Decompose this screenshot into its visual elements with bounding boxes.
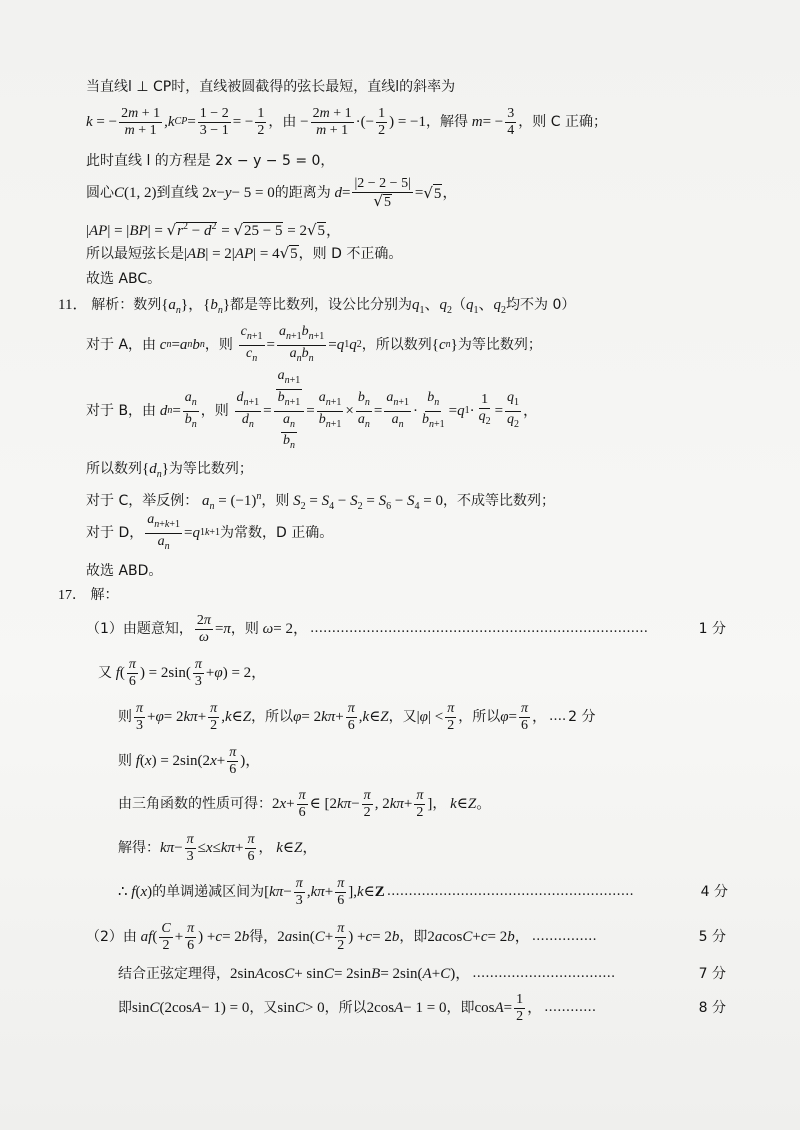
- text-fragment: 则: [118, 709, 132, 725]
- text-fragment: 为常数，D 正确。: [220, 525, 334, 541]
- formula-line: 对于 A，由 c n = a n b n ，则 $\frac{c_{n+1}}{c_n}$ = $\frac{a_{n+1}b_{n+1}}{a_nb_n}$ = q 1 q 2 ，所以数列 { c n } 为等比数列；: [86, 323, 542, 364]
- formula-line: 则 $\frac{\pi}{3}$ + φ = 2 kπ + $\frac{\pi}{2}$ , k ∈ Z ，所以 φ = 2 kπ + $\frac{\pi}{6}$ , k ∈ Z ，又 | φ | < $\frac{\pi}{2}$ ，所以 φ = $\frac{\pi}{6}$ ， …. 2 分: [118, 700, 596, 733]
- text-fragment: ，: [432, 796, 447, 812]
- text-fragment: 则: [118, 753, 132, 769]
- text-fragment: 对于 D，: [86, 525, 144, 541]
- text-fragment: （: [452, 297, 467, 313]
- text-fragment: 即: [118, 1000, 132, 1016]
- text-fragment: ，所以数列: [361, 337, 432, 353]
- text-line: [86, 270, 161, 288]
- text-line: [86, 78, 455, 96]
- question-number: 17．: [58, 588, 86, 603]
- text-fragment: 结合正弦定理得，: [118, 966, 230, 982]
- formula-line: 对于 B，由 d n = $\frac{a_n}{b_n}$ ，则 $\frac{d_{n+1}}{d_n}$ = $\frac{\frac{a_{n+1}}{b_{n+1}}}{\frac{a_n}{b_n}}$ = $\frac{a_{n+1}}{b_{n+1}}$ × $\frac{b_n}{a_n}$ = $\frac{a_{n+1}}{a_n}$ · $\frac{b_n}{b_{n+1}}$ = q 1 · $\frac{1}{q_2}$ = $\frac{q_1}{q_2}$ ，: [86, 367, 539, 452]
- score-label: 8 分: [698, 1000, 726, 1016]
- text-fragment: 为等比数列；: [457, 337, 542, 353]
- text-fragment: ，即: [399, 929, 428, 945]
- question-number: 11．: [58, 297, 88, 313]
- text-fragment: 由: [122, 929, 137, 945]
- text-fragment: 又: [98, 665, 112, 681]
- formula-line: ∴ f ( x ) 的单调递减区间为 [ kπ − $\frac{\pi}{3}$ , kπ + $\frac{\pi}{6}$ ], k ∈ Z ………………………………………………… 4 分: [118, 875, 728, 908]
- text-fragment: ，所以: [324, 1000, 367, 1016]
- text-fragment: 为等比数列；: [168, 461, 253, 477]
- text-fragment: ，不成等比数列；: [443, 493, 555, 509]
- formula-line: 解得： kπ − $\frac{\pi}{3}$ ≤ x ≤ kπ + $\frac{\pi}{6}$ ， k ∈ Z ，: [118, 831, 318, 864]
- text-fragment: ，则: [200, 403, 229, 419]
- formula-line: 对于 C，举反例： $a_n = (-1)^n$，则 $S_2 = S_4 - S_2 = S_6 - S_4 = 0$，不成等比数列；: [86, 491, 555, 512]
- text-fragment: 的单调递减区间为: [152, 884, 265, 900]
- formula-line: 由三角函数的性质可得： 2 x + $\frac{\pi}{6}$ ∈ [2 kπ − $\frac{\pi}{2}$ , 2 kπ + $\frac{\pi}{2}$ ] ， k ∈ Z 。: [118, 787, 492, 820]
- text-fragment: 所以数列: [86, 461, 142, 477]
- question-11-header: 11． 解析：数列$\{a_n\}$，$\{b_n\}$都是等比数列，设公比分别为$q_1$、$q_2(q_1$、$q_2$均不为 0）: [58, 297, 576, 316]
- score-label: 7 分: [698, 966, 726, 982]
- formula-line: （2） 由 af ( $\frac{C}{2}$ + $\frac{\pi}{6}$ ) + c = 2 b 得， 2 a sin( C + $\frac{\pi}{2}$ ) + c = 2 b ，即 2 a cos C + c = 2 b ， …………… 5 分: [86, 920, 726, 953]
- score-label: 1 分: [698, 621, 726, 637]
- text-line: [86, 152, 334, 170]
- formula-line: 结合正弦定理得， 2sin A cos C + sin C = 2sin B = 2sin( A + C )， …………………………… 7 分: [118, 966, 726, 982]
- text-fragment: ，又: [388, 709, 417, 725]
- text-fragment: 到直线: [156, 185, 199, 201]
- text-fragment: 解析：数列: [91, 297, 162, 313]
- text-fragment: ，则: [230, 621, 259, 637]
- text-fragment: ，即: [446, 1000, 475, 1016]
- text-fragment: 由题意知，: [122, 621, 193, 637]
- formula-line: 又 f ( $\frac{\pi}{6}$ ) = 2sin( $\frac{\pi}{3}$ + φ ) = 2，: [98, 656, 267, 689]
- text-fragment: 故选 ABC。: [86, 271, 162, 287]
- text-fragment: ，由: [268, 114, 297, 130]
- text-fragment: ，: [258, 840, 273, 856]
- text-fragment: 解得：: [118, 840, 160, 856]
- text-fragment: 对于 B，由: [86, 403, 157, 419]
- text-fragment: ，所以: [458, 709, 501, 725]
- text-fragment: ，又: [249, 1000, 278, 1016]
- text-fragment: 对于 A，由: [86, 337, 157, 353]
- text-fragment: 由三角函数的性质可得：: [118, 796, 272, 812]
- score-label: 4 分: [700, 884, 728, 900]
- text-line: [86, 562, 162, 580]
- score-label: 5 分: [698, 929, 726, 945]
- text-fragment: 均不为 0）: [506, 297, 576, 313]
- text-fragment: 解：: [90, 587, 119, 603]
- formula-line: 所以数列$\{d_n\}$为等比数列；: [86, 461, 253, 480]
- text-fragment: 所以最短弦长是: [86, 246, 184, 262]
- text-fragment: ，则: [261, 493, 290, 509]
- text-fragment: ，则: [204, 337, 233, 353]
- formula-line: 对于 D， $\frac{a_{n+k+1}}{a_n}$ = q 1 k+1 为常数，D 正确。: [86, 511, 334, 552]
- formula-line: 所以最短弦长是|AB| = 2|AP| = 4√5，则 D 不正确。: [86, 244, 403, 262]
- part-label: （2）: [86, 929, 123, 945]
- text-fragment: 此时直线 l 的方程是 2x − y − 5 = 0，: [86, 153, 335, 169]
- text-fragment: ，则 D 不正确。: [298, 246, 403, 262]
- text-fragment: 故选 ABD。: [86, 563, 163, 579]
- text-fragment: 圆心: [86, 185, 114, 201]
- formula-line: （1） 由题意知， $\frac{2\pi}{\omega}$ = π ，则 ω = 2， …………………………………………………………………… 1 分: [86, 612, 726, 645]
- text-fragment: 都是等比数列，设公比分别为: [230, 297, 413, 313]
- text-fragment: 对于 C，举反例：: [86, 493, 199, 509]
- formula-line: 则 f ( x ) = 2sin(2 x + $\frac{\pi}{6}$ )，: [118, 744, 261, 777]
- formula-line: 圆心 C (1, 2) 到直线 2 x − y − 5 = 0 的距离为 d = $\frac{|2 - 2 - 5|}{√5}$ = √ 5 ，: [86, 175, 458, 210]
- question-17-header: [58, 586, 118, 605]
- text-fragment: ，解得: [426, 114, 468, 130]
- text-fragment: 的距离为: [274, 185, 331, 201]
- score-label: 2 分: [568, 709, 596, 725]
- text-fragment: 当直线l ⊥ CP时，直线被圆截得的弦长最短，直线l的斜率为: [86, 79, 456, 95]
- formula-line: 即 sin C (2cos A − 1) = 0 ，又 sin C > 0 ，所以 2cos A − 1 = 0 ，即 cos A = $\frac{1}{2}$ ， ………… 8 分: [118, 991, 726, 1024]
- part-label: （1）: [86, 621, 123, 637]
- text-fragment: ，则 C 正确；: [518, 114, 607, 130]
- formula-line: $|AP| = |BP| = √r^2 - d^2 = √25 - 5 = 2√5$，: [86, 221, 342, 239]
- formula-line: k = − $\frac{2m + 1}{m + 1}$ , k CP = $\frac{1 - 2}{3 - 1}$ = − $\frac{1}{2}$ ，由 − $\frac{2m + 1}{m + 1}$ ·(− $\frac{1}{2}$ ) = −1 ，解得 m = − $\frac{3}{4}$ ，则 C 正确；: [86, 105, 607, 138]
- text-fragment: ，所以: [251, 709, 294, 725]
- text-fragment: 得，: [249, 929, 278, 945]
